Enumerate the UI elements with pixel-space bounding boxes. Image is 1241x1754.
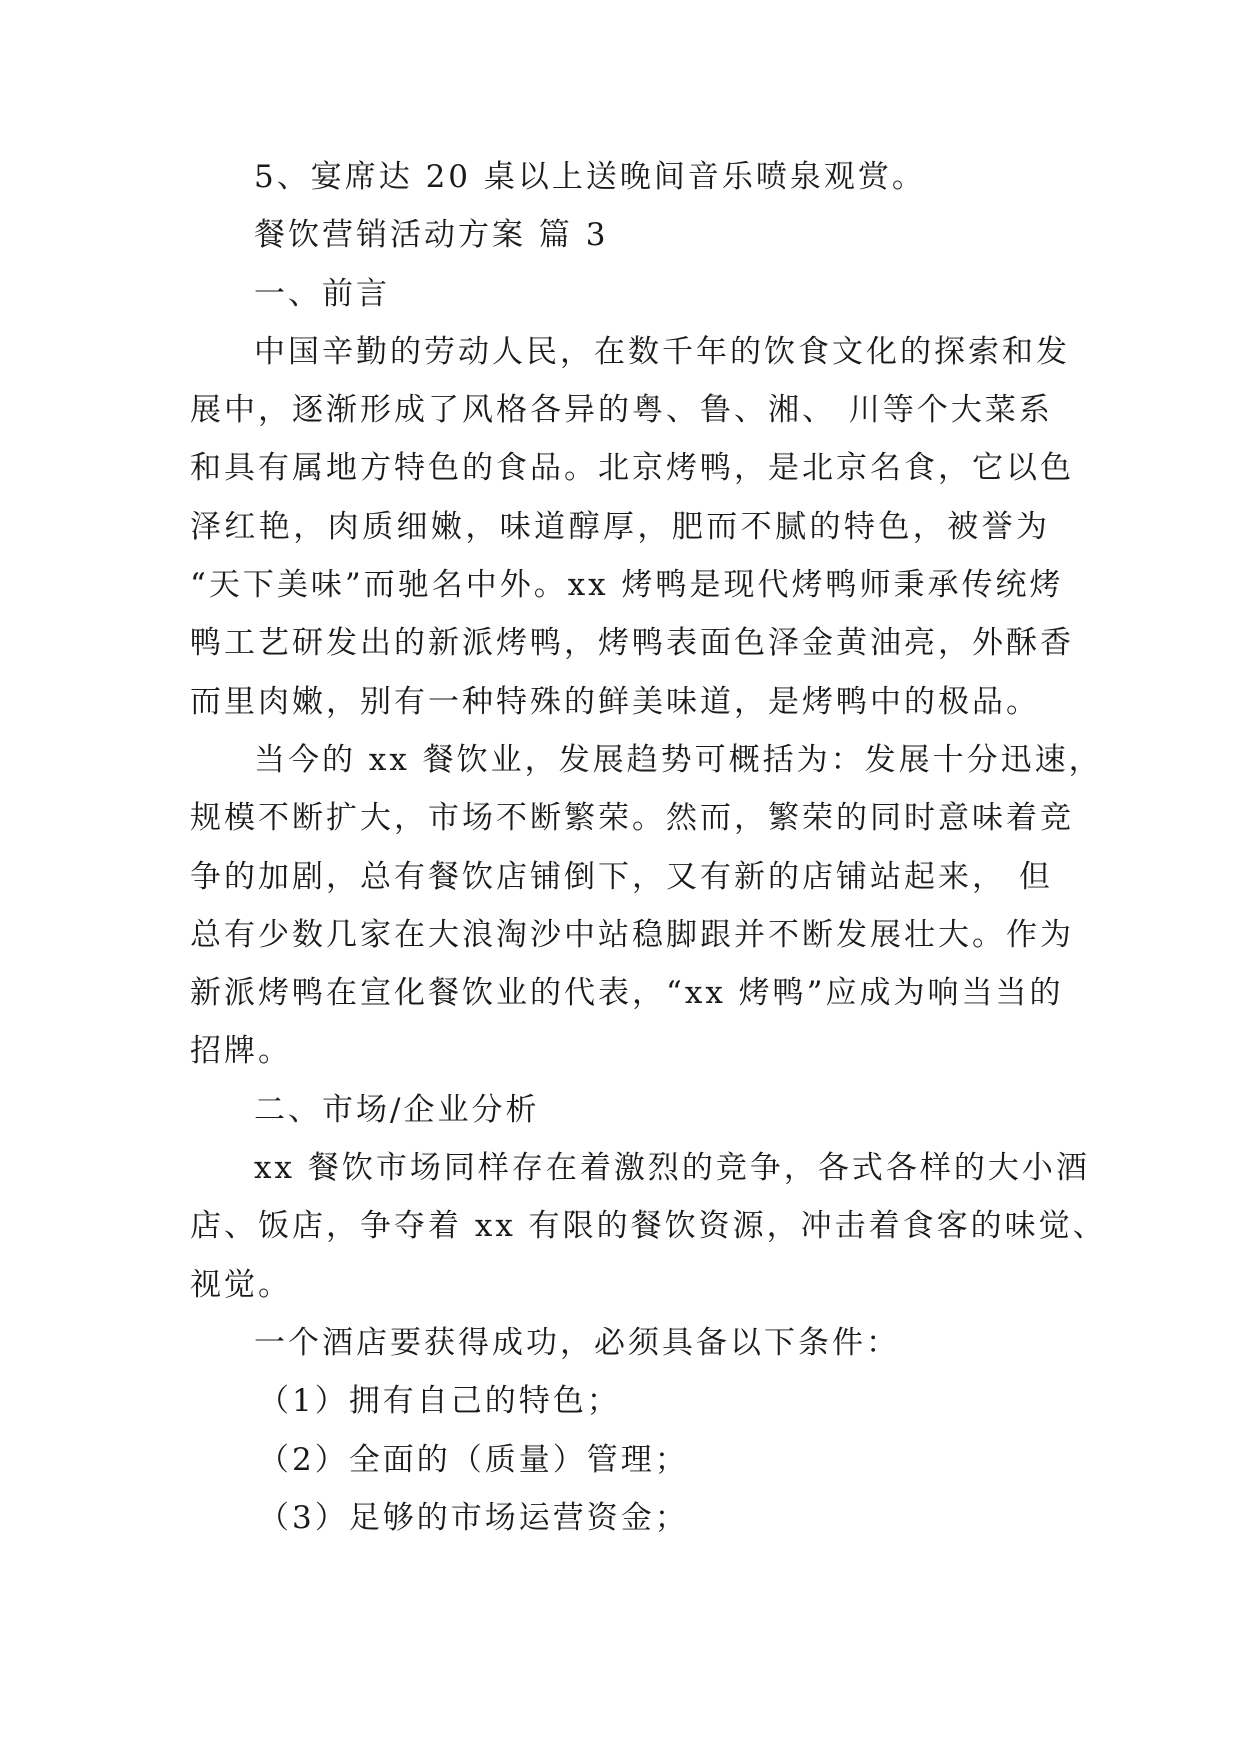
paragraph-line: 争的加剧，总有餐饮店铺倒下，又有新的店铺站起来， 但 — [190, 858, 1053, 895]
paragraph-line: 和具有属地方特色的食品。北京烤鸭，是北京名食，它以色 — [190, 450, 1074, 487]
paragraph-line: 视觉。 — [190, 1266, 292, 1303]
paragraph-line: 泽红艳，肉质细嫩，味道醇厚，肥而不腻的特色，被誉为 — [190, 508, 1050, 545]
paragraph-line: 而里肉嫩，别有一种特殊的鲜美味道，是烤鸭中的极品。 — [190, 683, 1040, 720]
paragraph-line: 中国辛勤的劳动人民，在数千年的饮食文化的探索和发 — [254, 333, 1070, 370]
section-heading: 二、市场/企业分析 — [254, 1091, 540, 1128]
paragraph-line: xx 餐饮市场同样存在着激烈的竞争，各式各样的大小酒 — [254, 1150, 1090, 1187]
paragraph-line: 店、饭店，争夺着 xx 有限的餐饮资源，冲击着食客的味觉、 — [190, 1208, 1107, 1245]
list-item: （1）拥有自己的特色； — [258, 1383, 621, 1420]
section-heading: 一、前言 — [254, 275, 390, 312]
paragraph-line: 当今的 xx 餐饮业，发展趋势可概括为：发展十分迅速， — [254, 741, 1103, 778]
paragraph-line: 一个酒店要获得成功，必须具备以下条件： — [254, 1324, 900, 1361]
paragraph-line: 新派烤鸭在宣化餐饮业的代表，“xx 烤鸭”应成为响当当的 — [190, 975, 1064, 1012]
paragraph-line: 展中，逐渐形成了风格各异的粤、鲁、湘、 川等个大菜系 — [190, 392, 1053, 429]
paragraph-line: 鸭工艺研发出的新派烤鸭，烤鸭表面色泽金黄油亮，外酥香 — [190, 625, 1074, 662]
paragraph-line: 总有少数几家在大浪淘沙中站稳脚跟并不断发展壮大。作为 — [190, 916, 1074, 953]
document-body — [190, 158, 1107, 1557]
list-item: （2）全面的（质量）管理； — [258, 1441, 689, 1478]
paragraph-line: 招牌。 — [190, 1033, 292, 1070]
section-title: 餐饮营销活动方案 篇 3 — [254, 217, 609, 254]
paragraph-line: “天下美味”而驰名中外。xx 烤鸭是现代烤鸭师秉承传统烤 — [190, 567, 1064, 604]
paragraph-line: 5、宴席达 20 桌以上送晚间音乐喷泉观赏。 — [254, 159, 926, 195]
paragraph-line: 规模不断扩大，市场不断繁荣。然而，繁荣的同时意味着竞 — [190, 800, 1074, 837]
list-item: （3）足够的市场运营资金； — [258, 1499, 689, 1536]
